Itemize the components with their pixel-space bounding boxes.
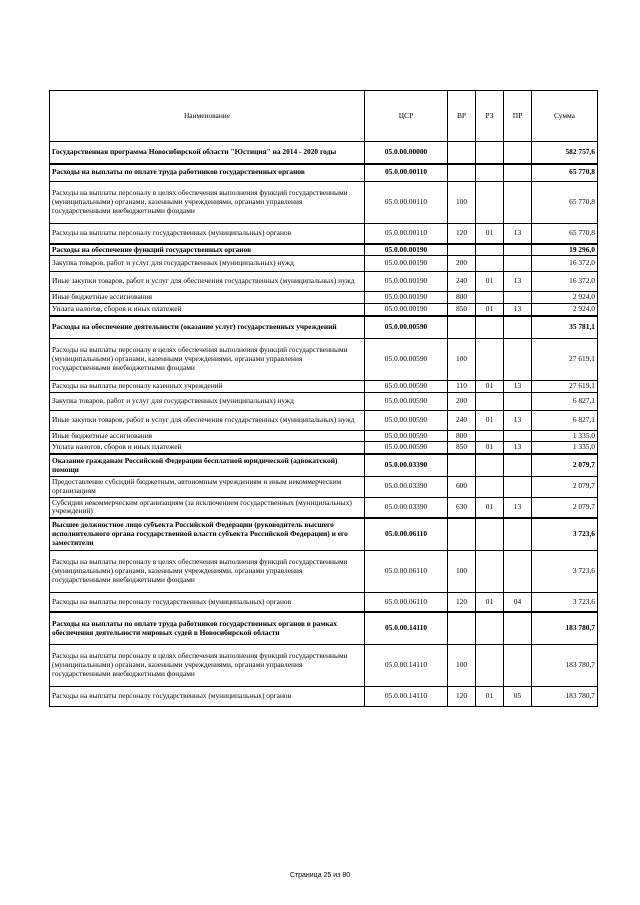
cell-rz (476, 316, 504, 338)
cell-rz: 01 (476, 380, 504, 392)
cell-csr: 05.0.00.03390 (365, 476, 448, 497)
cell-name: Уплата налогов, сборов и иных платежей (50, 304, 365, 316)
cell-pr (504, 644, 532, 686)
cell-pr: 13 (504, 442, 532, 454)
cell-csr: 05.0.00.00190 (365, 304, 448, 316)
cell-csr: 05.0.00.03390 (365, 454, 448, 476)
cell-sum: 582 757,6 (532, 142, 598, 164)
cell-sum: 3 723,6 (532, 550, 598, 592)
cell-rz: 01 (476, 592, 504, 612)
cell-vr: 100 (448, 644, 476, 686)
header-vr: ВР (448, 91, 476, 142)
cell-pr: 04 (504, 592, 532, 612)
table-row (50, 392, 598, 410)
cell-sum: 183 780,7 (532, 612, 598, 644)
header-pr: ПР (504, 91, 532, 142)
cell-vr: 850 (448, 442, 476, 454)
cell-name: Расходы на выплаты персоналу казенных учреждений (50, 380, 365, 392)
cell-name: Расходы на обеспечение деятельности (оказание услуг) государственных учреждений (50, 316, 365, 338)
cell-sum: 3 723,6 (532, 592, 598, 612)
cell-name: Государственная программа Новосибирской области "Юстиция" на 2014 - 2020 годы (50, 142, 365, 164)
table-row (50, 592, 598, 612)
cell-rz: 01 (476, 497, 504, 518)
cell-vr: 630 (448, 497, 476, 518)
cell-name: Высшее должностное лицо субъекта Российской Федерации (руководитель высшего исполнительного органа государственной власти субъекта Российской Федерации) и его заместители (50, 518, 365, 550)
cell-name: Оказание гражданам Российской Федерации бесплатной юридической (адвокатской) помощи (50, 454, 365, 476)
cell-vr: 240 (448, 410, 476, 430)
cell-name: Иные бюджетные ассигнования (50, 430, 365, 442)
cell-pr (504, 338, 532, 380)
cell-pr: 05 (504, 686, 532, 706)
cell-pr (504, 392, 532, 410)
cell-csr: 05.0.00.00110 (365, 164, 448, 182)
cell-name: Иные бюджетные ассигнования (50, 292, 365, 304)
cell-name: Расходы на выплаты по оплате труда работников государственных органов (50, 164, 365, 182)
cell-sum: 65 770,8 (532, 224, 598, 244)
cell-name: Расходы на выплаты персоналу государственных (муниципальных) органов (50, 592, 365, 612)
cell-sum: 6 827,1 (532, 392, 598, 410)
cell-pr: 13 (504, 304, 532, 316)
cell-vr: 100 (448, 338, 476, 380)
cell-rz (476, 182, 504, 224)
cell-pr (504, 550, 532, 592)
cell-sum: 65 770,8 (532, 182, 598, 224)
cell-rz (476, 142, 504, 164)
cell-vr: 800 (448, 430, 476, 442)
cell-name: Расходы на выплаты персоналу государственных (муниципальных) органов (50, 224, 365, 244)
cell-pr (504, 316, 532, 338)
cell-csr: 05.0.00.00590 (365, 410, 448, 430)
cell-rz (476, 164, 504, 182)
table-row (50, 292, 598, 304)
cell-vr: 200 (448, 392, 476, 410)
cell-rz: 01 (476, 442, 504, 454)
cell-vr: 100 (448, 182, 476, 224)
cell-pr: 13 (504, 410, 532, 430)
cell-rz (476, 430, 504, 442)
table-row (50, 410, 598, 430)
cell-vr (448, 164, 476, 182)
cell-pr (504, 476, 532, 497)
cell-csr: 05.0.00.00190 (365, 292, 448, 304)
cell-sum: 183 780,7 (532, 686, 598, 706)
cell-rz: 01 (476, 272, 504, 292)
cell-vr (448, 612, 476, 644)
table-row (50, 142, 598, 164)
cell-name: Субсидии некоммерческим организациям (за исключением государственных (муниципальных) учреждений) (50, 497, 365, 518)
table-row (50, 244, 598, 256)
cell-csr: 05.0.00.00110 (365, 224, 448, 244)
header-rz: РЗ (476, 91, 504, 142)
cell-vr: 240 (448, 272, 476, 292)
table-row (50, 430, 598, 442)
cell-csr: 05.0.00.00590 (365, 380, 448, 392)
cell-csr: 05.0.00.00000 (365, 142, 448, 164)
cell-pr (504, 256, 532, 272)
cell-sum: 6 827,1 (532, 410, 598, 430)
cell-sum: 2 079,7 (532, 497, 598, 518)
cell-pr: 13 (504, 272, 532, 292)
table-row (50, 686, 598, 706)
cell-pr (504, 244, 532, 256)
cell-csr: 05.0.00.03390 (365, 497, 448, 518)
cell-csr: 05.0.00.00590 (365, 316, 448, 338)
header-name: Наименование (50, 91, 365, 142)
table-row (50, 182, 598, 224)
table-body (50, 142, 598, 707)
cell-pr (504, 292, 532, 304)
cell-rz (476, 292, 504, 304)
cell-sum: 2 079,7 (532, 476, 598, 497)
cell-csr: 05.0.00.06110 (365, 592, 448, 612)
cell-sum: 27 619,1 (532, 338, 598, 380)
cell-csr: 05.0.00.00110 (365, 182, 448, 224)
cell-rz: 01 (476, 224, 504, 244)
cell-pr (504, 454, 532, 476)
cell-pr (504, 430, 532, 442)
table-row (50, 644, 598, 686)
cell-sum: 2 924,0 (532, 292, 598, 304)
cell-csr: 05.0.00.00190 (365, 256, 448, 272)
cell-csr: 05.0.00.06110 (365, 550, 448, 592)
cell-sum: 16 372,0 (532, 256, 598, 272)
cell-name: Расходы на выплаты по оплате труда работников государственных органов в рамках обеспечения деятельности мировых судей в Новосибирской области (50, 612, 365, 644)
cell-pr (504, 142, 532, 164)
table-row (50, 476, 598, 497)
cell-sum: 65 770,8 (532, 164, 598, 182)
table-row (50, 380, 598, 392)
cell-vr (448, 454, 476, 476)
cell-pr (504, 164, 532, 182)
cell-name: Предоставление субсидий бюджетным, автономным учреждениям и иным некоммерческим организациям (50, 476, 365, 497)
cell-name: Расходы на выплаты персоналу государственных (муниципальных) органов (50, 686, 365, 706)
table-row (50, 550, 598, 592)
cell-pr (504, 612, 532, 644)
header-csr: ЦСР (365, 91, 448, 142)
cell-rz (476, 476, 504, 497)
cell-rz (476, 612, 504, 644)
table-row (50, 518, 598, 550)
cell-csr: 05.0.00.14110 (365, 612, 448, 644)
cell-sum: 2 079,7 (532, 454, 598, 476)
cell-name: Расходы на выплаты персоналу в целях обеспечения выполнения функций государственными (муниципальными) органами, казенными учреждениями, органами управления государственными внебюджетными фондами (50, 338, 365, 380)
cell-pr: 13 (504, 497, 532, 518)
cell-vr: 200 (448, 256, 476, 272)
cell-pr (504, 182, 532, 224)
cell-rz (476, 392, 504, 410)
table-row (50, 454, 598, 476)
cell-rz (476, 550, 504, 592)
table-row (50, 338, 598, 380)
cell-sum: 2 924,0 (532, 304, 598, 316)
cell-csr: 05.0.00.00190 (365, 272, 448, 292)
cell-sum: 1 335,0 (532, 430, 598, 442)
cell-sum: 3 723,6 (532, 518, 598, 550)
cell-vr: 120 (448, 224, 476, 244)
cell-vr: 800 (448, 292, 476, 304)
cell-name: Иные закупки товаров, работ и услуг для обеспечения государственных (муниципальных) нужд (50, 410, 365, 430)
cell-csr: 05.0.00.00590 (365, 442, 448, 454)
cell-vr: 120 (448, 686, 476, 706)
cell-sum: 1 335,0 (532, 442, 598, 454)
cell-csr: 05.0.00.14110 (365, 686, 448, 706)
cell-sum: 16 372,0 (532, 272, 598, 292)
page-footer: Страница 25 из 80 (289, 872, 351, 879)
cell-vr (448, 142, 476, 164)
cell-name: Расходы на обеспечение функций государственных органов (50, 244, 365, 256)
cell-csr: 05.0.00.00590 (365, 430, 448, 442)
cell-name: Иные закупки товаров, работ и услуг для обеспечения государственных (муниципальных) нужд (50, 272, 365, 292)
cell-vr: 110 (448, 380, 476, 392)
table-row (50, 164, 598, 182)
cell-sum: 27 619,1 (532, 380, 598, 392)
cell-csr: 05.0.00.14110 (365, 644, 448, 686)
cell-vr: 120 (448, 592, 476, 612)
cell-rz: 01 (476, 304, 504, 316)
table-row (50, 612, 598, 644)
cell-sum: 183 780,7 (532, 644, 598, 686)
cell-pr: 13 (504, 380, 532, 392)
cell-name: Закупка товаров, работ и услуг для государственных (муниципальных) нужд (50, 256, 365, 272)
cell-csr: 05.0.00.06110 (365, 518, 448, 550)
cell-name: Закупка товаров, работ и услуг для государственных (муниципальных) нужд (50, 392, 365, 410)
cell-name: Расходы на выплаты персоналу в целях обеспечения выполнения функций государственными (муниципальными) органами, казенными учреждениями, органами управления государственными внебюджетными фондами (50, 550, 365, 592)
cell-csr: 05.0.00.00590 (365, 392, 448, 410)
cell-csr: 05.0.00.00590 (365, 338, 448, 380)
budget-table (49, 90, 598, 707)
cell-rz (476, 256, 504, 272)
cell-rz: 01 (476, 686, 504, 706)
cell-sum: 35 781,1 (532, 316, 598, 338)
table-row (50, 442, 598, 454)
cell-pr: 13 (504, 224, 532, 244)
cell-rz (476, 244, 504, 256)
cell-rz (476, 644, 504, 686)
cell-name: Расходы на выплаты персоналу в целях обеспечения выполнения функций государственными (муниципальными) органами, казенными учреждениями, органами управления государственными внебюджетными фондами (50, 644, 365, 686)
header-sum: Сумма (532, 91, 598, 142)
cell-rz: 01 (476, 410, 504, 430)
table-row (50, 304, 598, 316)
cell-rz (476, 454, 504, 476)
cell-vr (448, 316, 476, 338)
table-row (50, 256, 598, 272)
cell-name: Уплата налогов, сборов и иных платежей (50, 442, 365, 454)
table-row (50, 272, 598, 292)
cell-rz (476, 518, 504, 550)
table-row (50, 224, 598, 244)
cell-vr (448, 244, 476, 256)
table-row (50, 497, 598, 518)
cell-vr (448, 518, 476, 550)
cell-vr: 850 (448, 304, 476, 316)
cell-vr: 100 (448, 550, 476, 592)
cell-name: Расходы на выплаты персоналу в целях обеспечения выполнения функций государственными (муниципальными) органами, казенными учреждениями, органами управления государственными внебюджетными фондами (50, 182, 365, 224)
table-header-row (50, 91, 598, 142)
cell-sum: 19 296,0 (532, 244, 598, 256)
cell-rz (476, 338, 504, 380)
cell-vr: 600 (448, 476, 476, 497)
cell-pr (504, 518, 532, 550)
cell-csr: 05.0.00.00190 (365, 244, 448, 256)
table-row (50, 316, 598, 338)
